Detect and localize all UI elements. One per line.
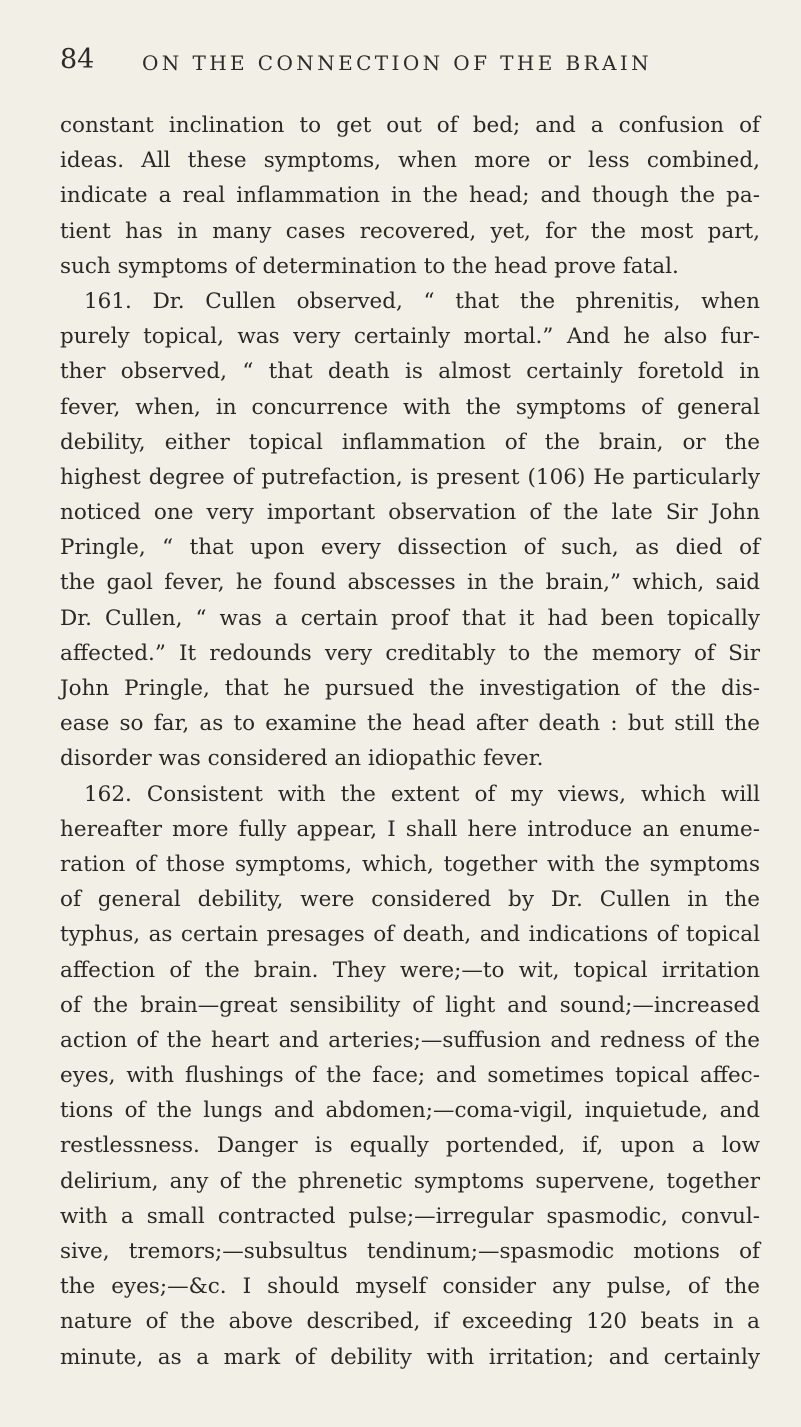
text-line: fever, when, in concurrence with the symptoms of general xyxy=(60,394,760,420)
text-line: ration of those symptoms, which, together with the symptoms xyxy=(60,851,760,877)
text-line: indicate a real inflammation in the head; and though the pa- xyxy=(60,183,760,209)
text-line: ease so far, as to examine the head after death : but still the xyxy=(60,711,760,737)
text-line: constant inclination to get out of bed; and a confusion of xyxy=(60,113,760,138)
text-line: sive, tremors;—subsultus tendinum;—spasmodic motions of xyxy=(60,1239,760,1264)
text-line: 162. Consistent with the extent of my views, which will xyxy=(84,781,760,807)
text-line: debility, either topical inflammation of the brain, or the xyxy=(60,429,760,455)
page-header xyxy=(60,44,760,84)
page-number: 84 xyxy=(60,44,95,75)
text-line: action of the heart and arteries;—suffusion and redness of the xyxy=(60,1027,760,1053)
text-line: the eyes;—&c. I should myself consider any pulse, of the xyxy=(60,1274,760,1300)
text-line: 161. Dr. Cullen observed, “ that the phrenitis, when xyxy=(84,288,760,314)
text-line: affection of the brain. They were;—to wit, topical irritation xyxy=(60,957,760,983)
text-line: purely topical, was very certainly mortal.” And he also fur- xyxy=(60,324,760,350)
text-line: with a small contracted pulse;—irregular spasmodic, convul- xyxy=(60,1203,760,1229)
text-line: tient has in many cases recovered, yet, for the most part, xyxy=(60,218,760,244)
text-line: the gaol fever, he found abscesses in the brain,” which, said xyxy=(60,570,760,596)
text-line: restlessness. Danger is equally portended, if, upon a low xyxy=(60,1133,760,1159)
text-line: ther observed, “ that death is almost certainly foretold in xyxy=(60,359,760,385)
text-line: typhus, as certain presages of death, and indications of topical xyxy=(60,922,760,948)
text-line: delirium, any of the phrenetic symptoms supervene, together xyxy=(60,1168,760,1194)
running-head: ON THE CONNECTION OF THE BRAIN xyxy=(142,51,653,75)
text-line: ideas. All these symptoms, when more or less combined, xyxy=(60,148,760,174)
text-line: disorder was considered an idiopathic fever. xyxy=(60,746,544,772)
text-line: highest degree of putrefaction, is present (106) He particularly xyxy=(60,464,760,490)
text-line: of the brain—great sensibility of light and sound;—increased xyxy=(60,992,760,1018)
text-line: John Pringle, that he pursued the investigation of the dis- xyxy=(60,676,760,701)
text-line: Dr. Cullen, “ was a certain proof that it had been topically xyxy=(60,605,760,631)
text-line: of general debility, were considered by Dr. Cullen in the xyxy=(60,887,760,913)
text-line: nature of the above described, if exceeding 120 beats in a xyxy=(60,1309,760,1335)
text-line: such symptoms of determination to the head prove fatal. xyxy=(60,253,679,279)
text-line: affected.” It redounds very creditably to the memory of Sir xyxy=(60,640,760,666)
body-text xyxy=(60,108,760,1375)
text-line: minute, as a mark of debility with irritation; and certainly xyxy=(60,1344,760,1370)
text-line: hereafter more fully appear, I shall here introduce an enume- xyxy=(60,816,760,842)
text-line: Pringle, “ that upon every dissection of such, as died of xyxy=(60,535,760,561)
text-line: noticed one very important observation of the late Sir John xyxy=(60,500,760,526)
text-line: tions of the lungs and abdomen;—coma-vigil, inquietude, and xyxy=(60,1098,760,1124)
text-line: eyes, with flushings of the face; and sometimes topical affec- xyxy=(60,1063,760,1089)
